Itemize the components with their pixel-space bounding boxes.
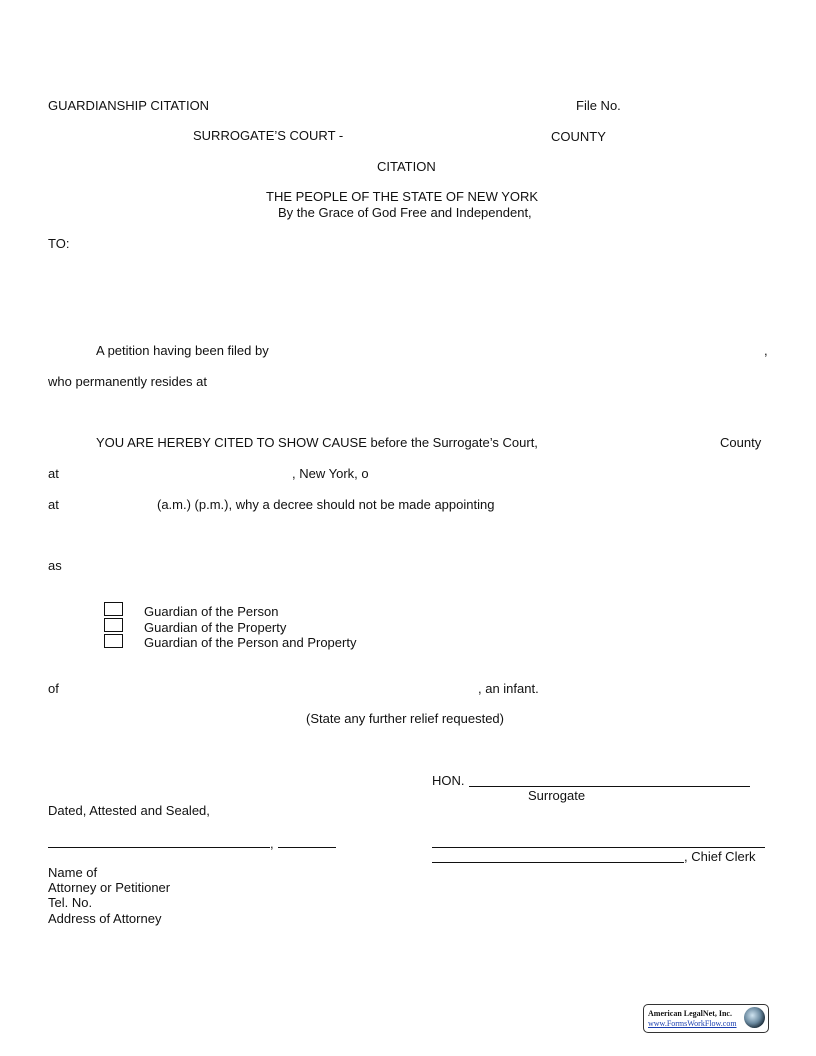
at-time-label: at <box>48 497 59 512</box>
clerk-line-1 <box>432 847 765 848</box>
name-of-label: Name of <box>48 865 98 880</box>
guardian-person-label: Guardian of the Person <box>144 604 279 619</box>
tel-label: Tel. No. <box>48 895 93 910</box>
legalnet-logo[interactable] <box>643 1004 769 1033</box>
guardian-property-label: Guardian of the Property <box>144 620 287 635</box>
logo-name: American LegalNet, Inc. <box>648 1009 732 1018</box>
petition-comma: , <box>764 343 768 358</box>
resides-text: who permanently resides at <box>48 374 207 389</box>
chief-clerk-label: , Chief Clerk <box>684 849 756 864</box>
people-heading: THE PEOPLE OF THE STATE OF NEW YORK <box>266 189 539 204</box>
to-label: TO: <box>48 236 70 251</box>
court-label: SURROGATE’S COURT - <box>193 128 344 143</box>
new-york-text: , New York, o <box>292 466 369 481</box>
guardian-person-checkbox[interactable] <box>104 602 123 616</box>
at-label: at <box>48 466 59 481</box>
file-no-label: File No. <box>576 98 621 113</box>
guardian-person-property-checkbox[interactable] <box>104 634 123 648</box>
relief-text: (State any further relief requested) <box>306 711 504 726</box>
of-label: of <box>48 681 59 696</box>
citation-heading: CITATION <box>377 159 436 174</box>
guardian-person-property-label: Guardian of the Person and Property <box>144 635 357 650</box>
guardian-property-checkbox[interactable] <box>104 618 123 632</box>
petition-text: A petition having been filed by <box>96 343 269 358</box>
date-comma: , <box>270 836 274 851</box>
address-label: Address of Attorney <box>48 911 162 926</box>
hon-label: HON. <box>432 773 465 788</box>
logo-url[interactable]: www.FormsWorkFlow.com <box>648 1019 737 1028</box>
court-county-label: County <box>720 435 762 450</box>
form-title: GUARDIANSHIP CITATION <box>48 98 210 113</box>
attorney-label: Attorney or Petitioner <box>48 880 171 895</box>
ampm-text: (a.m.) (p.m.), why a decree should not be made appointing <box>157 497 495 512</box>
globe-icon <box>744 1007 765 1028</box>
cited-text: YOU ARE HEREBY CITED TO SHOW CAUSE before the Surrogate’s Court, <box>96 435 538 450</box>
clerk-line-2 <box>432 862 684 863</box>
grace-line: By the Grace of God Free and Independent, <box>278 205 532 220</box>
surrogate-signature-line <box>469 786 750 787</box>
date-line <box>48 847 270 848</box>
county-label: COUNTY <box>551 129 606 144</box>
year-line <box>278 847 336 848</box>
as-label: as <box>48 558 62 573</box>
infant-text: , an infant. <box>478 681 539 696</box>
surrogate-label: Surrogate <box>528 788 586 803</box>
dated-label: Dated, Attested and Sealed, <box>48 803 210 818</box>
